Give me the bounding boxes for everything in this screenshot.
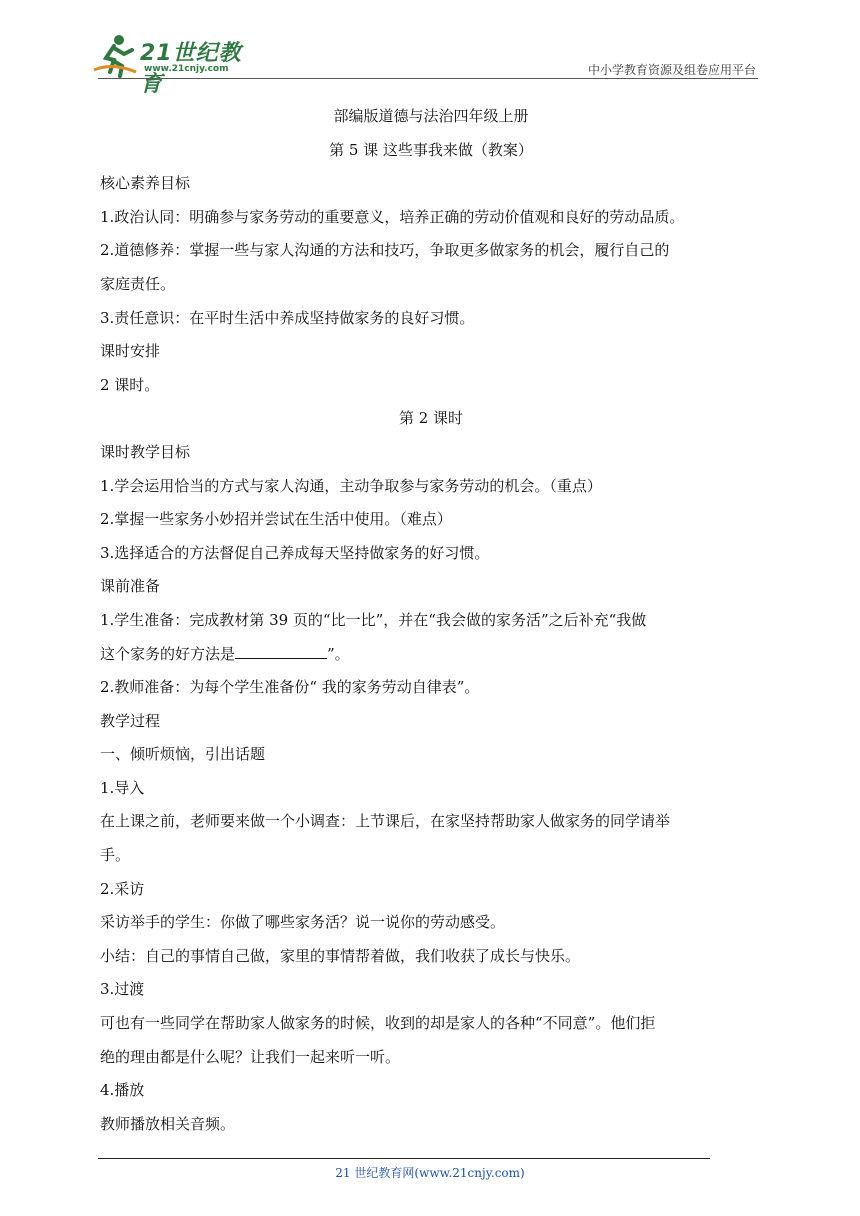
core-goal-3: 3.责任意识：在平时生活中养成坚持做家务的良好习惯。 (100, 308, 475, 327)
logo-text: 21世纪教育 (140, 41, 242, 97)
document-body (100, 100, 762, 1141)
header-divider (98, 78, 758, 79)
footer-divider (98, 1158, 710, 1159)
step-2-heading: 2.采访 (100, 879, 145, 898)
fill-in-blank (235, 644, 327, 659)
step-4-heading: 4.播放 (100, 1081, 145, 1100)
prep-teacher: 2.教师准备：为每个学生准备份“ 我的家务劳动自律表”。 (100, 678, 480, 697)
core-goal-1: 1.政治认同：明确参与家务劳动的重要意义，培养正确的劳动价值观和良好的劳动品质。 (100, 207, 685, 226)
lesson-goal-1: 1.学会运用恰当的方式与家人沟通，主动争取参与家务劳动的机会。（重点） (100, 476, 602, 495)
section-heading-core: 核心素养目标 (100, 174, 191, 193)
section-heading-process: 教学过程 (100, 711, 161, 730)
step-1-text-line1: 在上课之前，老师要来做一个小调查：上节课后，在家坚持帮助家人做家务的同学请举 (100, 812, 671, 831)
step-3-text-line2: 绝的理由都是什么呢？让我们一起来听一听。 (100, 1047, 401, 1066)
step-2-text: 采访举手的学生：你做了哪些家务活？说一说你的劳动感受。 (100, 913, 506, 932)
lesson-goal-3: 3.选择适合的方法督促自己养成每天坚持做家务的好习惯。 (100, 543, 490, 562)
core-goal-2-line2: 家庭责任。 (100, 274, 176, 293)
page-header (0, 0, 860, 97)
step-1-heading: 1.导入 (100, 778, 145, 797)
lesson-goal-2: 2.掌握一些家务小妙招并尝试在生活中使用。（难点） (100, 510, 452, 529)
logo-url: www.21cnjy.com (144, 64, 229, 74)
step-3-heading: 3.过渡 (100, 980, 145, 999)
runner-logo-icon (92, 32, 138, 78)
step-2-summary: 小结：自己的事情自己做，家里的事情帮着做，我们收获了成长与快乐。 (100, 946, 581, 965)
site-logo (92, 28, 262, 97)
step-1-text-line2: 手。 (100, 846, 131, 865)
footer-link[interactable]: 21 世纪教育网(www.21cnjy.com) (335, 1166, 525, 1180)
section-heading-goals: 课时教学目标 (100, 442, 191, 461)
section-heading-schedule: 课时安排 (100, 342, 161, 361)
section-heading-prep: 课前准备 (100, 577, 161, 596)
document-title: 部编版道德与法治四年级上册 (333, 107, 529, 125)
step-3-text-line1: 可也有一些同学在帮助家人做家务的时候，收到的却是家人的各种“不同意”。他们拒 (100, 1014, 656, 1033)
step-4-text: 教师播放相关音频。 (100, 1114, 236, 1133)
prep-student-text: 这个家务的好方法是 (100, 644, 236, 663)
part-1-heading: 一、倾听烦恼，引出话题 (100, 745, 266, 764)
prep-student-line2 (100, 638, 762, 672)
core-goal-2-line1: 2.道德修养：掌握一些与家人沟通的方法和技巧，争取更多做家务的机会，履行自己的 (100, 241, 670, 260)
schedule-text: 2 课时。 (100, 375, 160, 394)
prep-student-line1: 1.学生准备：完成教材第 39 页的“比一比”，并在“我会做的家务活”之后补充“我做 (100, 610, 647, 629)
platform-tagline: 中小学教育资源及组卷应用平台 (587, 63, 756, 77)
session-title: 第 2 课时 (398, 409, 464, 428)
lesson-title: 第 5 课 这些事我来做（教案） (329, 140, 533, 159)
prep-student-closing: ”。 (327, 644, 350, 663)
